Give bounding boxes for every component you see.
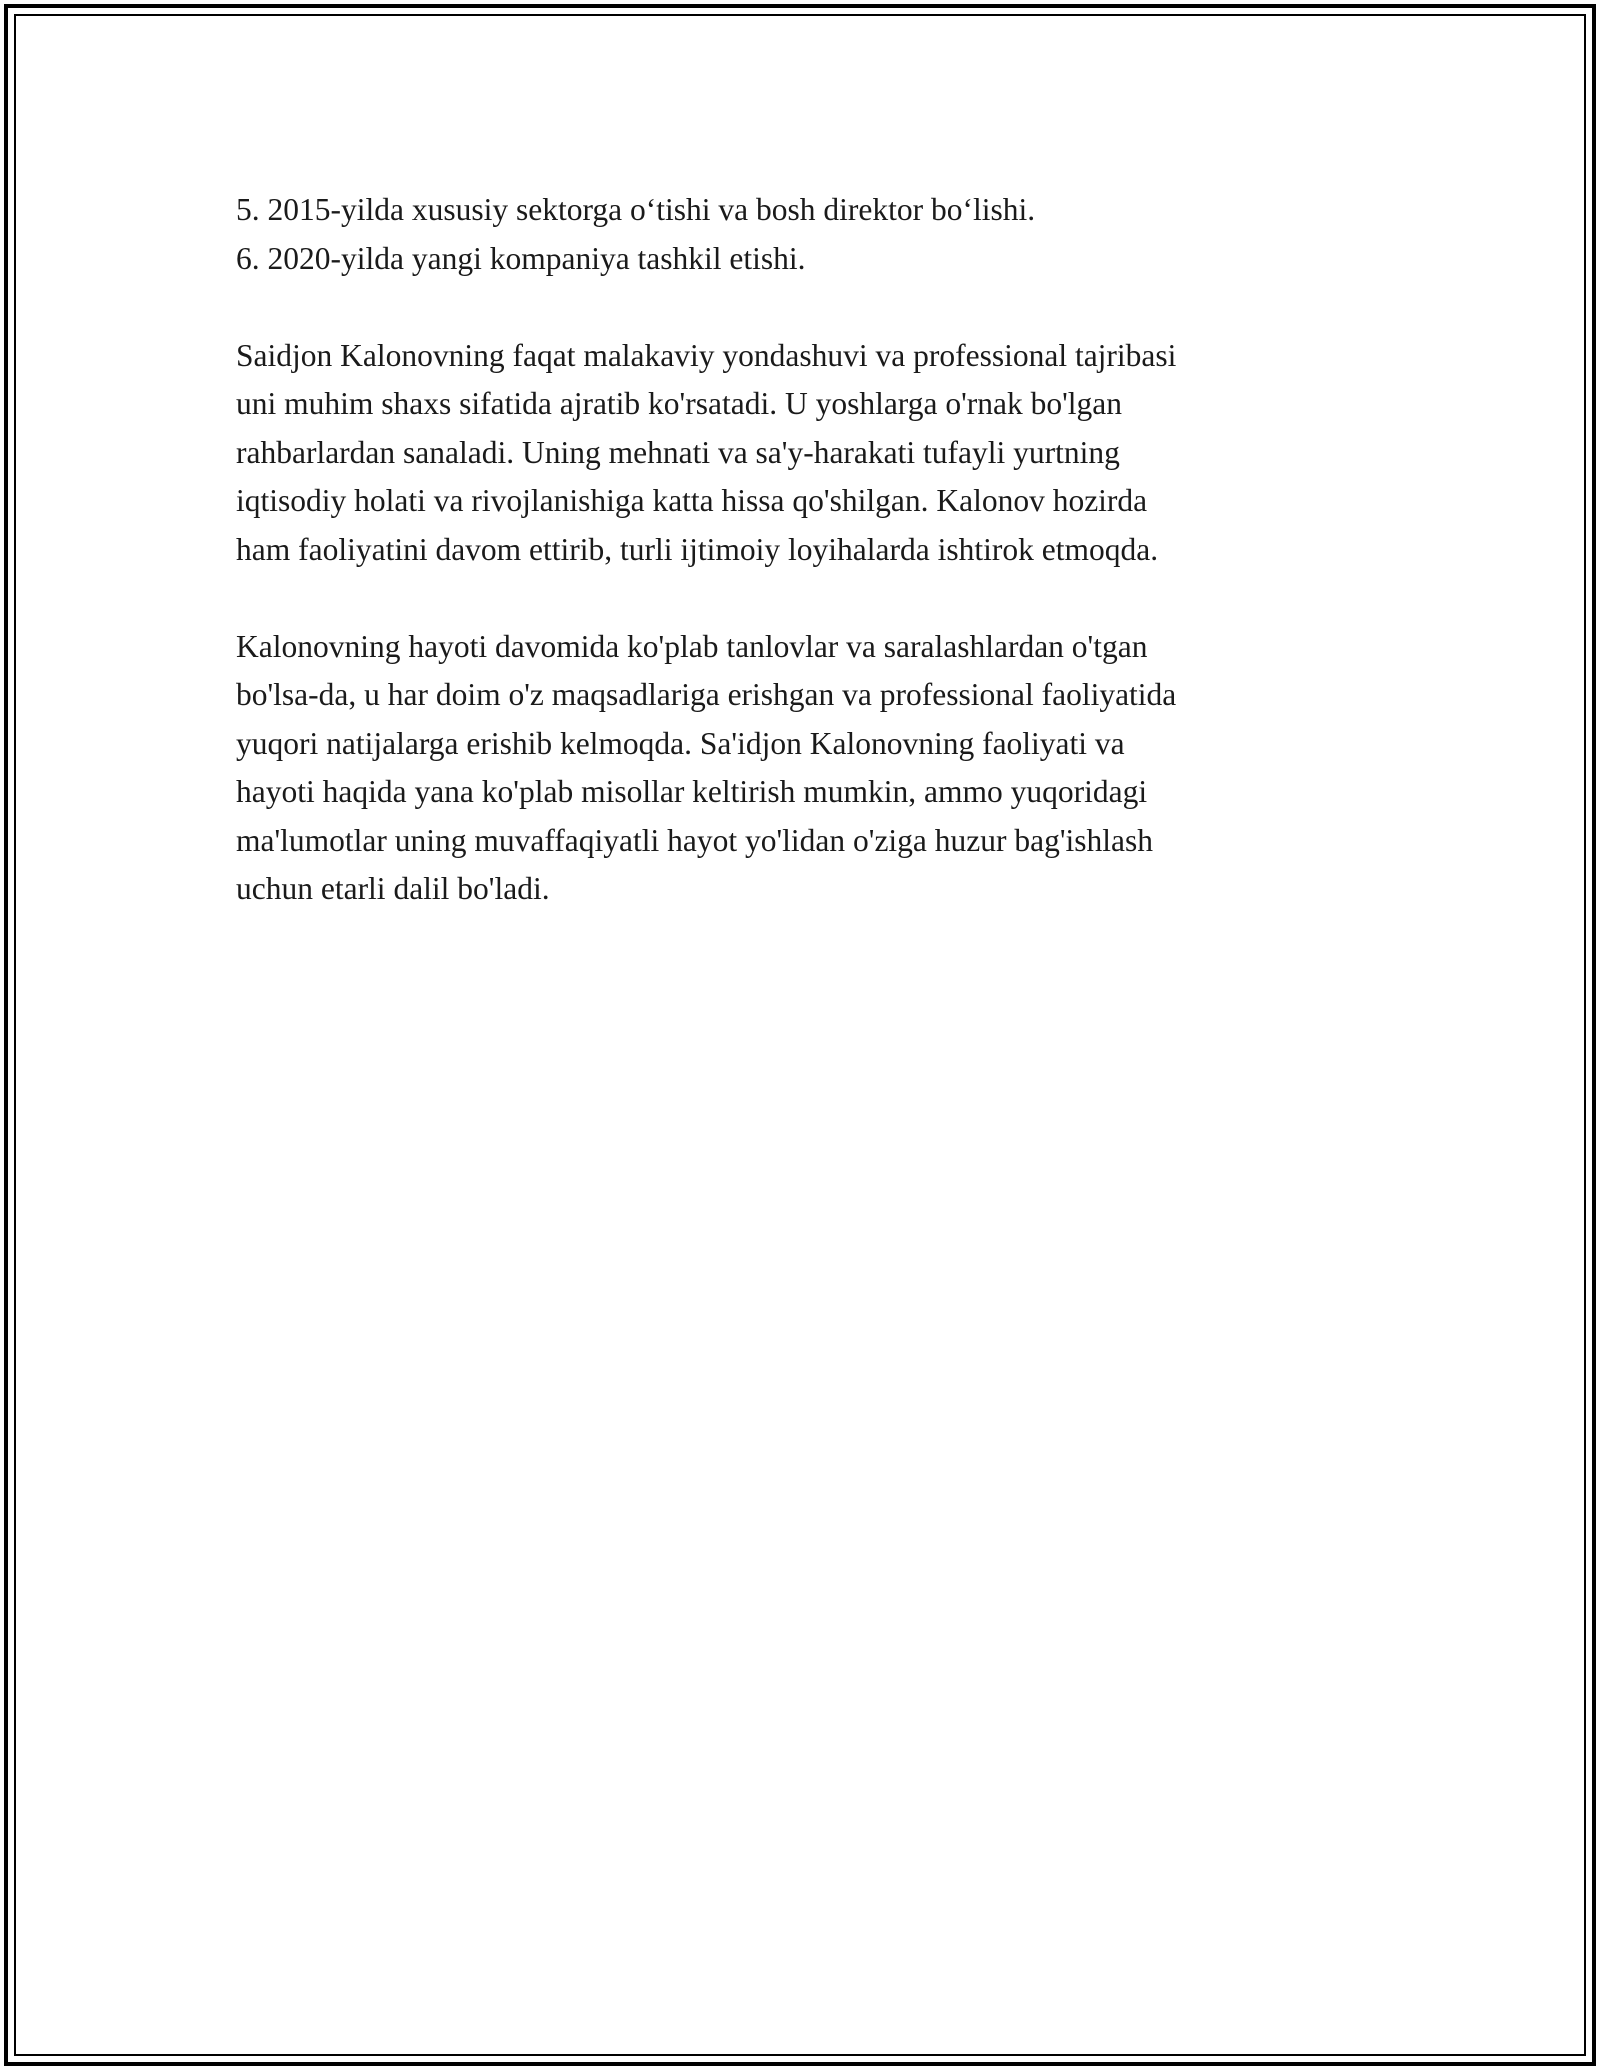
paragraph-line: bo'lsa-da, u har doim o'z maqsadlariga erishgan va professional faoliyatida xyxy=(236,677,1177,712)
paragraph-line: ma'lumotlar uning muvaffaqiyatli hayot yo'lidan o'ziga huzur bag'ishlash xyxy=(236,822,1154,858)
paragraph-line: ham faoliyatini davom ettirib, turli ijtimoiy loyihalarda ishtirok etmoqda. xyxy=(236,531,1159,567)
paragraph-line: yuqori natijalarga erishib kelmoqda. Sa'idjon Kalonovning faoliyati va xyxy=(236,725,1125,761)
list-item: 6. 2020-yilda yangi kompaniya tashkil etishi. xyxy=(236,240,806,276)
paragraph-2 xyxy=(236,623,1366,914)
list-item: 5. 2015-yilda xususiy sektorga o‘tishi va bosh direktor bo‘lishi. xyxy=(236,192,1036,227)
paragraph-line: rahbarlardan sanaladi. Uning mehnati va sa'y-harakati tufayli yurtning xyxy=(236,434,1120,470)
numbered-list xyxy=(236,186,1366,283)
paragraph-line: Saidjon Kalonovning faqat malakaviy yondashuvi va professional tajribasi xyxy=(236,337,1177,373)
paragraph-line: uni muhim shaxs sifatida ajratib ko'rsatadi. U yoshlarga o'rnak bo'lgan xyxy=(236,386,1123,421)
paragraph-line: uchun etarli dalil bo'ladi. xyxy=(236,871,550,906)
paragraph-line: Kalonovning hayoti davomida ko'plab tanlovlar va saralashlardan o'tgan xyxy=(236,628,1148,664)
paragraph-line: hayoti haqida yana ko'plab misollar keltirish mumkin, ammo yuqoridagi xyxy=(236,774,1148,809)
document-body xyxy=(236,186,1366,914)
paragraph-1 xyxy=(236,332,1366,575)
paragraph-line: iqtisodiy holati va rivojlanishiga katta hissa qo'shilgan. Kalonov hozirda xyxy=(236,483,1148,518)
